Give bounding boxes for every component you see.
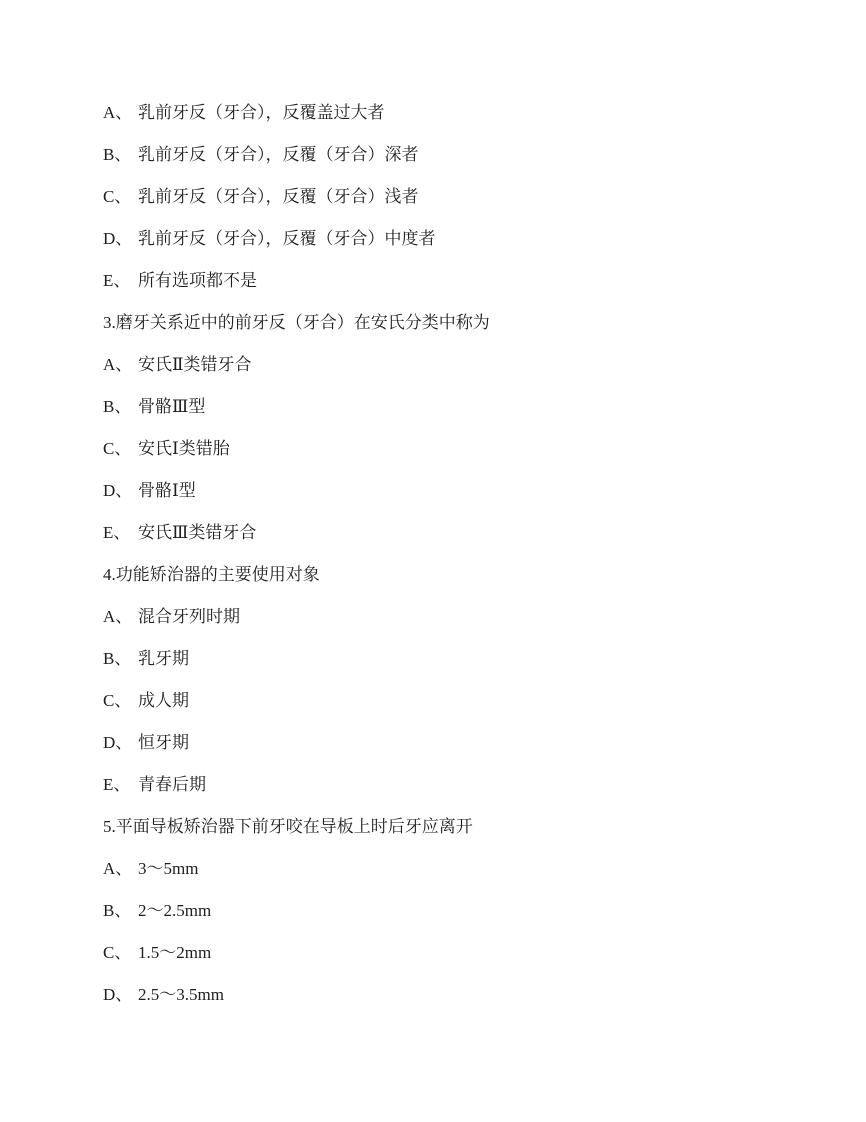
option-row	[103, 858, 836, 900]
option-label: D、	[103, 481, 133, 500]
option-row	[103, 732, 836, 774]
option-text: 安氏Ⅲ类错牙合	[138, 523, 257, 542]
option-label: E、	[103, 271, 131, 290]
option-label: E、	[103, 775, 131, 794]
option-text: 所有选项都不是	[138, 271, 257, 290]
option-row	[103, 270, 836, 312]
option-row	[103, 942, 836, 984]
option-text: 安氏Ⅱ类错牙合	[138, 355, 252, 374]
option-row	[103, 396, 836, 438]
option-label: D、	[103, 229, 133, 248]
option-text: 骨骼Ⅲ型	[138, 397, 206, 416]
option-label: A、	[103, 103, 133, 122]
option-label: C、	[103, 943, 132, 962]
option-row	[103, 690, 836, 732]
option-text: 安氏Ⅰ类错胎	[138, 439, 230, 458]
option-row	[103, 774, 836, 816]
option-text: 恒牙期	[138, 733, 189, 752]
question-text: 磨牙关系近中的前牙反（牙合）在安氏分类中称为	[115, 313, 490, 332]
option-label: B、	[103, 397, 132, 416]
question-stem	[103, 816, 836, 858]
option-label: C、	[103, 691, 132, 710]
question-text: 功能矫治器的主要使用对象	[115, 565, 320, 584]
question-stem	[103, 312, 836, 354]
question-sheet	[103, 102, 836, 1026]
option-row	[103, 228, 836, 270]
option-label: B、	[103, 649, 132, 668]
option-row	[103, 438, 836, 480]
option-label: D、	[103, 733, 133, 752]
option-text: 2～2.5mm	[138, 901, 212, 920]
option-row	[103, 900, 836, 942]
option-label: C、	[103, 187, 132, 206]
option-text: 1.5～2mm	[138, 943, 212, 962]
option-row	[103, 648, 836, 690]
option-label: A、	[103, 859, 133, 878]
option-row	[103, 186, 836, 228]
option-text: 2.5～3.5mm	[138, 985, 224, 1004]
option-text: 3～5mm	[138, 859, 199, 878]
option-row	[103, 984, 836, 1026]
option-label: D、	[103, 985, 133, 1004]
option-label: E、	[103, 523, 131, 542]
option-label: B、	[103, 901, 132, 920]
option-row	[103, 354, 836, 396]
option-row	[103, 606, 836, 648]
option-row	[103, 144, 836, 186]
option-label: A、	[103, 607, 133, 626]
option-text: 成人期	[138, 691, 189, 710]
option-row	[103, 522, 836, 564]
question-text: 平面导板矫治器下前牙咬在导板上时后牙应离开	[115, 817, 473, 836]
option-text: 乳前牙反（牙合），反覆（牙合）中度者	[138, 229, 436, 248]
question-stem	[103, 564, 836, 606]
question-number: 5.	[103, 817, 116, 836]
option-text: 骨骼Ⅰ型	[138, 481, 196, 500]
option-text: 乳前牙反（牙合），反覆（牙合）深者	[138, 145, 419, 164]
option-text: 混合牙列时期	[138, 607, 240, 626]
option-text: 青春后期	[138, 775, 206, 794]
option-row	[103, 480, 836, 522]
option-text: 乳前牙反（牙合），反覆盖过大者	[138, 103, 385, 122]
option-label: B、	[103, 145, 132, 164]
option-row	[103, 102, 836, 144]
option-label: C、	[103, 439, 132, 458]
question-number: 4.	[103, 565, 116, 584]
option-text: 乳前牙反（牙合），反覆（牙合）浅者	[138, 187, 419, 206]
option-label: A、	[103, 355, 133, 374]
option-text: 乳牙期	[138, 649, 189, 668]
question-number: 3.	[103, 313, 116, 332]
